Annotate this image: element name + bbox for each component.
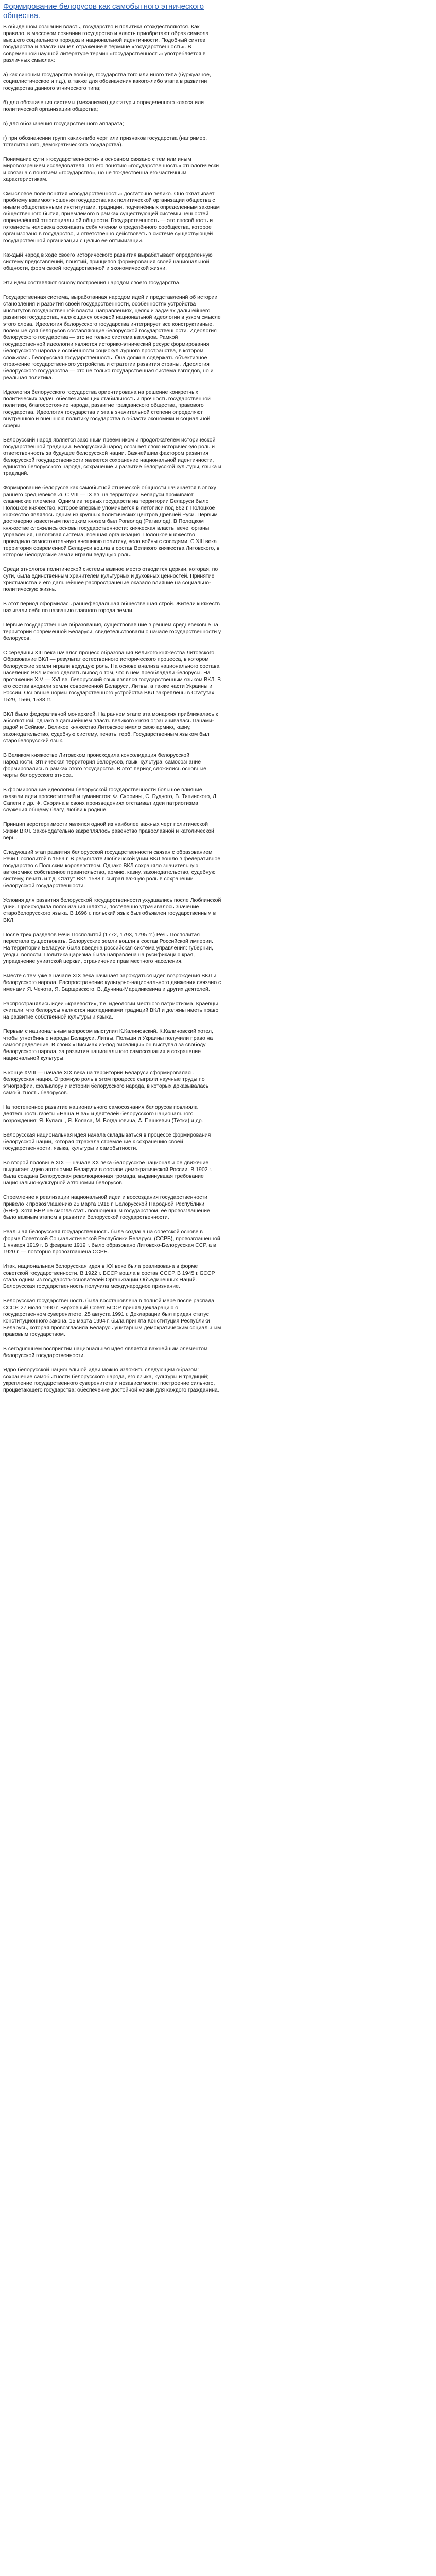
paragraph: Белорусская государственность была восстановлена в полной мере после распада СССР. 27 июля 1990 г. Верховный Совет БССР принял Декларацию о государственном суверенитете. 25 августа 1991 г. Декларации был придан статус конституционного закона. 15 марта 1994 г. была принята Конституция Республики Беларусь, которая провозгласила Беларусь унитарным демократическим социальным правовым государством. (3, 1298, 221, 1337)
paragraph: На постепенное развитие национального самосознания белорусов повлияла деятельность газеты «Наша Ніва» и деятелей белорусского национального возрождения: Я. Купалы, Я. Коласа, М. Богдановича, А. Пашкевич (Тётки) и др. (3, 1104, 203, 1124)
paragraph: а) как синоним государства вообще, государства того или иного типа (буржуазное, социалистическое и т.д.), а также для обозначения какого-либо этапа в развитии государства данного этнического типа; (3, 72, 211, 91)
paragraph: ВКЛ было федеративной монархией. На раннем этапе эта монархия приближалась к абсолютной, однако в дальнейшем власть великого князя ограничивалась Панами-радой и Сеймом. Великое княжество Литовское имело свою армию, казну, законодательство, судебную систему, печать, герб. Государственным языком был старобелорусский язык. (3, 711, 218, 744)
article-body (3, 24, 221, 1394)
paragraph: В обыденном сознании власть, государство и политика отождествляются. Как правило, в массовом сознании государство и власть приобретают образ символа высшего социального порядка и национальной идентичности. Подобный синтез государства и власти нашёл отражение в термине «государственность». В современной научной литературе термин «государственность» употребляется в различных смыслах: (3, 24, 209, 63)
article-title[interactable]: Формирование белорусов как самобытного этнического общества. (3, 2, 204, 20)
paragraph: Идеология белорусского государства ориентирована на решение конкретных политических задач, обеспечивающих стабильность и прочность государственной политики, благосостояние народа, развитие гражданского общества, правового государства. Идеология государства и эта в значительной степени определяют внутреннюю и внешнюю политику государства в области экономики и социальной сферы. (3, 389, 211, 429)
paragraph: С середины XIII века начался процесс образования Великого княжества Литовского. Образование ВКЛ — результат естественного исторического процесса, в котором белорусские земли играли ведущую роль. На основе анализа национального состава населения ВКЛ можно сделать вывод о том, что в нём преобладали белорусы. На протяжении XIV — XVI вв. белорусский язык являлся государственным языком ВКЛ. В его состав входили земли современной Беларуси, Литвы, а также части Украины и России. Основные нормы государственного устройства ВКЛ закреплены в Статутах 1529, 1566, 1588 гг. (3, 650, 221, 703)
paragraph: В Великом княжестве Литовском происходила консолидация белорусской народности. Этническая территория белорусов, язык, культура, самосознание формировались в рамках этого государства. В этот период сложились основные черты белорусского этноса. (3, 752, 207, 778)
paragraph: Первые государственные образования, существовавшие в раннем средневековье на территории современной Беларуси, свидетельствовали о начале государственности у белорусов. (3, 622, 221, 641)
paragraph: Реальная белорусская государственность была создана на советской основе в форме Советской Социалистической Республики Беларусь (ССРБ), провозглашённой 1 января 1919 г. В феврале 1919 г. было образовано Литовско-Белорусская ССР, а в 1920 г. — повторно провозглашена ССРБ. (3, 1229, 220, 1255)
article (0, 0, 221, 1401)
paragraph: Формирование белорусов как самобытной этнической общности начинается в эпоху раннего средневековья. С VIII — IX вв. на территории Беларуси проживают славянские племена. Одним из первых государств на территории Беларуси было Полоцкое княжество, которое впервые упоминается в летописи под 862 г. Полоцкое княжество являлось одним из крупных политических центров Древней Руси. Первым достоверно известным полоцким князем был Рогволод (Рагвалод). В Полоцком княжестве сложились основы государственности: княжеская власть, вече, органы управления, налоговая система, военная организация. Полоцкое княжество проводило самостоятельную внешнюю политику, вело войны с соседями. С XIII века территория современной Беларуси вошла в состав Великого княжества Литовского, в котором белорусские земли играли ведущую роль. (3, 485, 220, 558)
paragraph: б) для обозначения системы (механизма) диктатуры определённого класса или политической организации общества; (3, 99, 204, 112)
paragraph: в) для обозначения государственного аппарата; (3, 121, 124, 127)
paragraph: Понимание сути «государственности» в основном связано с тем или иным мировоззрением исследователя. По его понятию «государственность» этнологически и связана с понятием «государство», но не тождественна его частичным характеристикам. (3, 156, 219, 182)
paragraph: Распространялись идеи «краёвости», т.е. идеологии местного патриотизма. Краёвцы считали, что белорусы являются наследниками традиций ВКЛ и должны иметь право на развитие собственной культуры и языка. (3, 1001, 219, 1020)
paragraph: Вместе с тем уже в начале XIX века начинает зарождаться идея возрождения ВКЛ и белорусского народа. Распространение культурно-национального движения связано с именами Я. Чечота, Я. Барщевского, В. Дунина-Марцинкевича и других деятелей. (3, 973, 221, 992)
paragraph: Стремление к реализации национальной идеи и воссоздания государственности привело к провозглашению 25 марта 1918 г. Белорусской Народной Республики (БНР). Хотя БНР не смогла стать полноценным государством, её провозглашение было важным этапом в развитии белорусской государственности. (3, 1194, 210, 1221)
paragraph: Белорусский народ является законным преемником и продолжателем исторической государственной традиции. Белорусский народ осознаёт свою историческую роль и ответственность за будущее белорусской нации. Важнейшим фактором развития белорусской государственности является сохранение национальной идентичности, единство белорусского народа, сохранение и развитие белорусской культуры, языка и традиций. (3, 437, 221, 477)
paragraph: Во второй половине XIX — начале XX века белорусское национальное движение выдвигает идею автономии Беларуси в составе демократической России. В 1902 г. была создана Белорусская революционная громада, выдвинувшая требование национально-культурной автономии белорусов. (3, 1160, 212, 1186)
paragraph: В формирование идеологии белорусской государственности большое влияние оказали идеи просветителей и гуманистов: Ф. Скорины, С. Будного, В. Тяпинского, Л. Сапеги и др. Ф. Скорина в своих произведениях отстаивал идеи патриотизма, служения общему благу, любви к родине. (3, 787, 218, 813)
paragraph: В сегодняшнем восприятии национальная идея является важнейшим элементом белорусской государственности. (3, 1346, 208, 1359)
paragraph: г) при обозначении групп каких-либо черт или признаков государства (например, тоталитарного, демократического государства). (3, 135, 207, 148)
paragraph: Принцип веротерпимости являлся одной из наиболее важных черт политической жизни ВКЛ. Законодательно закреплялось равенство православной и католической веры. (3, 821, 214, 841)
paragraph: Белорусская национальная идея начала складываться в процессе формирования белорусской нации, которая отражала стремление к сохранению своей государственности, языка, культуры и самобытности. (3, 1132, 211, 1151)
paragraph: Среди этнологов политической системы важное место отводится церкви, которая, по сути, была единственным хранителем культурных и духовных ценностей. Принятие христианства и его дальнейшее распространение оказало влияние на социально-политическую жизнь. (3, 566, 218, 592)
paragraph: Смысловое поле понятия «государственность» достаточно велико. Оно охватывает проблему взаимоотношения государства как политической организации общества с иными общественными институтами, традиции, подчинённых определённым законам общественного бытия, приемлемого в рамках существующей системы ценностей определённой этносоциальной общности. Государственность — это способность и готовность человека осознавать себя членом определённого сообщества, которое организовано в государство, и ответственно действовать в системе существующей государственной организации с целью её оптимизации. (3, 191, 220, 244)
paragraph: Эти идеи составляют основу построения народом своего государства. (3, 280, 181, 286)
paragraph: Условия для развития белорусской государственности ухудшались после Люблинской унии. Происходила полонизация шляхты, постепенно утрачивалось значение старобелорусского языка. В 1696 г. польский язык был объявлен государственным в ВКЛ. (3, 897, 221, 923)
paragraph: Итак, национальная белорусская идея в XX веке была реализована в форме советской государственности. В 1922 г. БССР вошла в состав СССР. В 1945 г. БССР стала одним из государств-основателей Организации Объединённых Наций. Белорусская государственность получила международное признание. (3, 1263, 215, 1290)
paragraph: Первым с национальным вопросом выступил К.Калиновский. К.Калиновский хотел, чтобы угнетённые народы Беларуси, Литвы, Польши и Украины получили право на самоопределение. В своих «Письмах из-под виселицы» он выступал за свободу белорусского народа, за развитие национального самосознания и сохранение национальной культуры. (3, 1028, 213, 1061)
paragraph: Каждый народ в ходе своего исторического развития вырабатывает определённую систему представлений, понятий, принципов формирования своей национальной общности, форм своей государственной и экономической жизни. (3, 252, 213, 272)
paragraph: После трёх разделов Речи Посполитой (1772, 1793, 1795 гг.) Речь Посполитая перестала существовать. Белорусские земли вошли в состав Российской империи. На территории Беларуси была введена российская система управления: губернии, уезды, волости. Политика царизма была направлена на русификацию края, упразднение униатской церкви, ограничение прав местного населения. (3, 931, 213, 964)
paragraph: В конце XVIII — начале XIX века на территории Беларуси сформировалась белорусская нация. Огромную роль в этом процессе сыграли научные труды по этнографии, фольклору и истории белорусского народа, в которых доказывалась самобытность белорусов. (3, 1070, 209, 1096)
paragraph: Ядро белорусской национальной идеи можно изложить следующим образом: сохранение самобытности белорусского народа, его языка, культуры и традиций; укрепление государственного суверенитета и независимости; построение сильного, процветающего государства; обеспечение достойной жизни для каждого гражданина. (3, 1367, 219, 1393)
paragraph: Государственная система, выработанная народом идей и представлений об истории становления и развития своей государственности, особенностях устройства институтов государственной власти, направлениях, целях и задачах дальнейшего развития государства, являющаяся основой национальной идеологии в узком смысле этого слова. Идеология белорусского государства интегрирует все конструктивные, полезные для белорусов составляющие белорусской государственности. Идеология белорусского государства — это не только система взглядов. Рамкой государственной идеологии является историко-этнический ресурс формирования белорусского народа и особенности социокультурного пространства, в котором сложилась белорусская государственность. Она должна содержать объективное отражение государственного устройства и стратегии развития страны. Идеология белорусского государства — это не только государственная система взглядов, но и реальная политика. (3, 294, 221, 381)
paragraph: Следующий этап развития белорусской государственности связан с образованием Речи Посполитой в 1569 г. В результате Люблинской унии ВКЛ вошло в федеративное государство с Польским королевством. Однако ВКЛ сохраняло значительную автономию: собственное правительство, армию, казну, законодательство, судебную систему, печать и т.д. Статут ВКЛ 1588 г. сыграл важную роль в сохранении белорусской государственности. (3, 849, 221, 889)
paragraph: В этот период оформилась раннефеодальная общественная строй. Жители княжеств называли себя по названию главного города земли. (3, 601, 220, 614)
